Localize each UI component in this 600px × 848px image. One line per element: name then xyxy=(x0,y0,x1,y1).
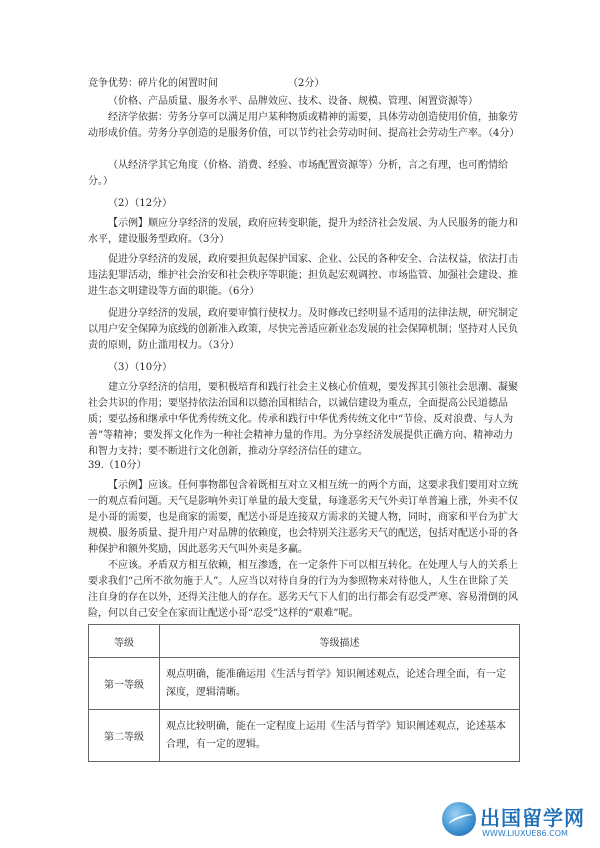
header-description: 等级描述 xyxy=(160,625,520,658)
question-39-heading: 39.（10分） xyxy=(88,460,147,471)
description-cell: 观点明确，能准确运用《生活与哲学》知识阐述观点，论述合理全面，有一定深度，逻辑清晰。 xyxy=(160,658,520,710)
competitive-advantage-line: 竞争优势：碎片化的闲置时间 （2分） xyxy=(88,76,518,92)
watermark-title: 出国留学网 xyxy=(480,806,585,830)
factor-list: （价格、产品质量、服务水平、品牌效应、技术、设备、规模、管理、闲置资源等） xyxy=(108,96,478,107)
credit-building: 建立分享经济的信用，要积极培育和践行社会主义核心价值观，要发挥其引领社会思潮、凝聚社会共识的作用；要坚持依法治国和以德治国相结合，以诚信建设为重点，全面提高公民道德品质；要弘扬和继承中华优秀传统文化。传承和践行中华优秀传统文化中“节俭、反对浪费、与人为善”等精神；要发挥文化作为一种社会精神力量的作用。为分享经济发展提供正确方向、精神动力和智力支持；要不断进行文化创新，推动分享经济信任的建立。 xyxy=(88,382,518,457)
grading-table xyxy=(88,624,520,762)
table-row xyxy=(89,658,520,710)
table-header-row xyxy=(89,625,520,658)
watermark-url: WWW.LIUXUE86.COM xyxy=(482,829,568,838)
level-cell: 第二等级 xyxy=(89,710,160,762)
globe-logo-icon xyxy=(442,802,476,836)
header-level: 等级 xyxy=(89,625,160,658)
government-functions: 促进分享经济的发展，政府要担负起保护国家、企业、公民的各种安全、合法权益，依法打击违法犯罪活动，维护社会治安和社会秩序等职能；担负起宏观调控、市场监管、加强社会建设、推进生态文明建设等方面的职能。（6分） xyxy=(88,254,518,297)
section-3-heading: （3）（10分） xyxy=(108,362,173,373)
example-transform-functions: 【示例】顺应分享经济的发展，政府应转变职能，提升为经济社会发展、为人民服务的能力和水平，建设服务型政府。（3分） xyxy=(88,218,518,245)
example-should: 【示例】应该。任何事物都包含着既相互对立又相互统一的两个方面，这要求我们要用对立统一的观点看问题。天气是影响外卖订单量的最大变量，每逢恶劣天气外卖订单普遍上涨，外卖不仅是小哥的需要，也是商家的需要，配送小哥是连接双方需求的关键人物，同时，商家和平台为扩大规模、服务质量、提升用户对品牌的依赖度，也会特别关注恶劣天气的配送，包括对配送小哥的各种保护和额外奖励，因此恶劣天气叫外卖是多赢。 xyxy=(88,480,518,555)
should-not: 不应该。矛盾双方相互依赖，相互渗透，在一定条件下可以相互转化。在处理人与人的关系上要求我们“己所不欲勿施于人”。人应当以对待自身的行为为参照物来对待他人，人生在世除了关注自身的存在以外，还得关注他人的存在。恶劣天气下人们的出行都会有忍受严寒、容易滑倒的风险，何以自己安全在家而让配送小哥“忍受”这样的“艰难”呢。 xyxy=(88,560,518,619)
description-cell: 观点比较明确，能在一定程度上运用《生活与哲学》知识阐述观点，论述基本合理，有一定的逻辑。 xyxy=(160,710,520,762)
section-2-heading: （2）（12分） xyxy=(108,198,173,209)
table-row xyxy=(89,710,520,762)
site-watermark xyxy=(442,800,594,844)
economic-basis: 经济学依据：劳务分享可以满足用户某种物质或精神的需要，具体劳动创造使用价值，抽象劳动形成价值。劳务分享创造的是服务价值，可以节约社会劳动时间、提高社会劳动生产率。（4分） xyxy=(88,112,520,139)
cautious-power: 促进分享经济的发展，政府要审慎行使权力。及时修改已经明显不适用的法律法规，研究制定以用户安全保障为底线的创新准入政策，尽快完善适应新业态发展的社会保障机制；坚持对人民负责的原则，防止滥用权力。（3分） xyxy=(88,308,518,351)
score-label: （2分） xyxy=(288,78,325,89)
level-cell: 第一等级 xyxy=(89,658,160,710)
alternative-angle-note: （从经济学其它角度（价格、消费、经验、市场配置资源等）分析，言之有理，也可酌情给分。） xyxy=(88,160,508,187)
